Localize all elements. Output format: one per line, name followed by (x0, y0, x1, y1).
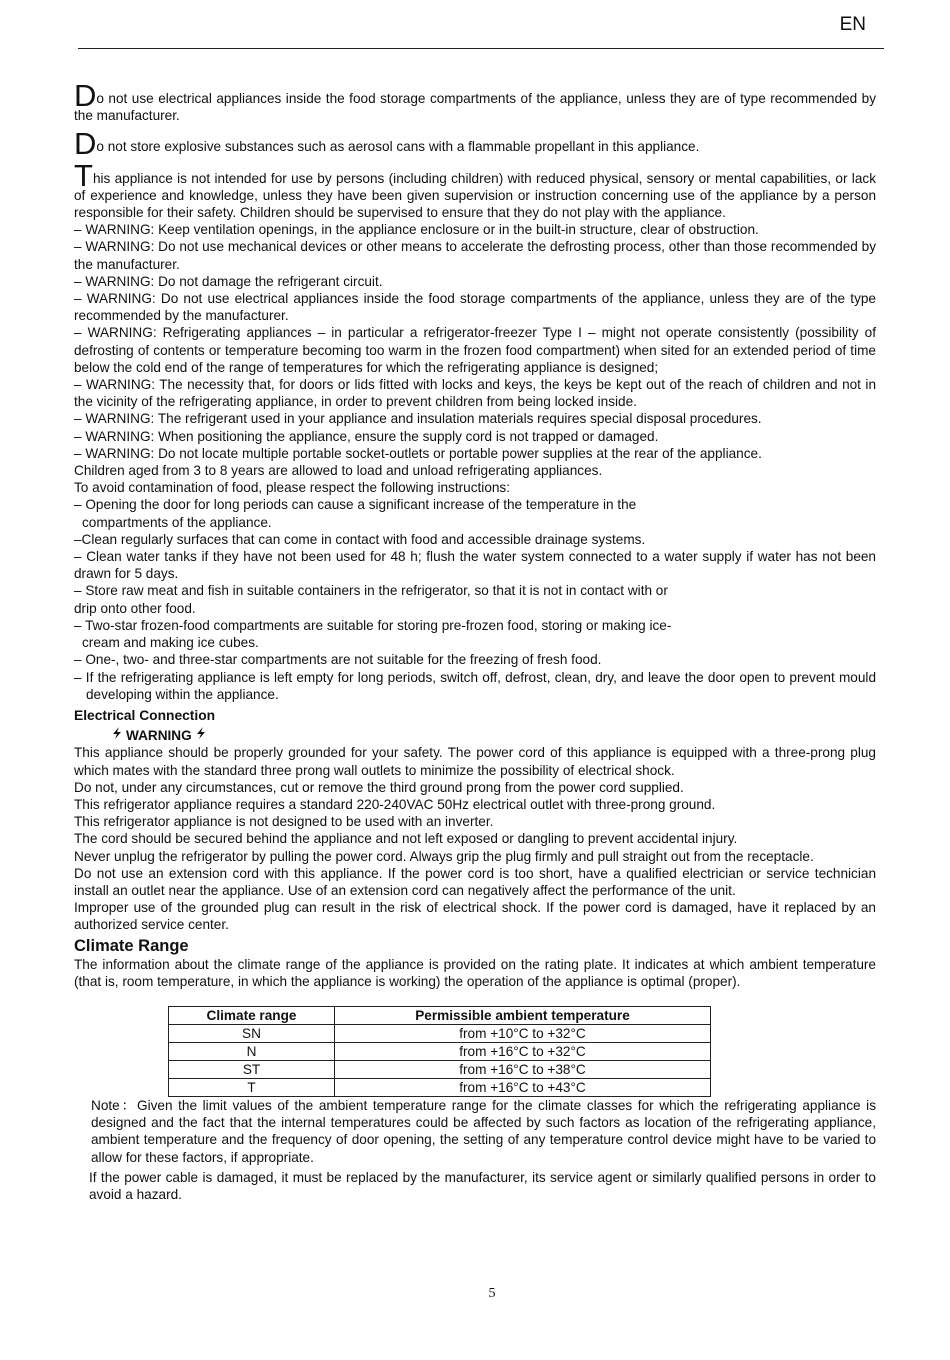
para-electrical-appliances (74, 78, 876, 124)
electrical-line: The cord should be secured behind the appliance and not left exposed or dangling to prevent accidental injury. (74, 831, 738, 847)
warning-item: – WARNING: Keep ventilation openings, in the appliance enclosure or in the built-in structure, clear of obstruction. (74, 222, 759, 238)
language-label: EN (839, 14, 866, 35)
warning-item: – WARNING: The necessity that, for doors or lids fitted with locks and keys, the keys be kept out of the reach of children and not in the vicinity of the refrigerating appliance, in order to prevent children from being locked inside. (74, 377, 876, 410)
lightning-icon (194, 726, 208, 744)
warning-heading (110, 726, 876, 744)
header-rule (78, 48, 884, 49)
power-cable-note: If the power cable is damaged, it must be replaced by the manufacturer, its service agent or similarly qualified persons in order to avoid a hazard. (89, 1169, 876, 1202)
drop-cap: D (74, 126, 97, 162)
food-item-stars: – One-, two- and three-star compartments are not suitable for the freezing of fresh food. (74, 652, 602, 668)
warning-item: – WARNING: Do not locate multiple portable socket-outlets or portable power supplies at the rear of the appliance. (74, 445, 762, 461)
climate-note: Note：Given the limit values of the ambient temperature range for the climate classes for which the refrigerating appliance is designed and the fact that the internal temperatures could be affected by such factors as location of the refrigerating appliance, ambient temperature and the frequency of door opening, the setting of any temperature control device might have to be varied to allow for these factors, if appropriate. (91, 1097, 876, 1165)
temperature-cell: from +16°C to +38°C (335, 1060, 711, 1078)
food-item-door-cont: compartments of the appliance. (82, 514, 272, 530)
climate-heading: Climate Range (74, 936, 189, 955)
climate-class-cell: N (169, 1042, 335, 1060)
temperature-cell: from +16°C to +32°C (335, 1042, 711, 1060)
table-row (169, 1060, 711, 1078)
electrical-line: Do not use an extension cord with this appliance. If the power cord is too short, have a qualified electrician or service technician install an outlet near the appliance. Use of an extension cord can negatively affect the performance of the unit. (74, 865, 876, 898)
table-row (169, 1024, 711, 1042)
page-number: 5 (488, 1286, 496, 1301)
climate-class-cell: ST (169, 1060, 335, 1078)
electrical-line: Do not, under any circumstances, cut or remove the third ground prong from the power cord supplied. (74, 779, 684, 795)
warning-item: – WARNING: When positioning the appliance, ensure the supply cord is not trapped or damaged. (74, 428, 659, 444)
climate-table (168, 1006, 711, 1097)
warning-item: – WARNING: Do not use electrical appliances inside the food storage compartments of the appliance, unless they are of the type recommended by the manufacturer. (74, 291, 876, 324)
column-header: Permissible ambient temperature (335, 1006, 711, 1024)
electrical-heading: Electrical Connection (74, 707, 216, 723)
para-persons (74, 157, 876, 222)
warning-item: – WARNING: Refrigerating appliances – in particular a refrigerator-freezer Type I – might not operate consistently (possibility of defrosting of contents or temperature becoming too warm in the frozen food compartment) when sited for an extended period of time below the cold end of the range of temperatures for which the refrigerating appliance is designed; (74, 325, 876, 375)
food-item-empty: – If the refrigerating appliance is left empty for long periods, switch off, defrost, clean, dry, and leave the door open to prevent mould developing within the appliance. (74, 669, 876, 702)
page-body (74, 78, 876, 1203)
food-item-door: – Opening the door for long periods can cause a significant increase of the temperature in the (74, 497, 637, 513)
drop-cap: T (74, 157, 93, 193)
warning-label: WARNING (126, 727, 192, 743)
warning-item: – WARNING: Do not damage the refrigerant circuit. (74, 273, 383, 289)
electrical-line: Improper use of the grounded plug can result in the risk of electrical shock. If the power cord is damaged, have it replaced by an authorized service center. (74, 900, 876, 933)
electrical-line: This refrigerator appliance requires a standard 220-240VAC 50Hz electrical outlet with three-prong ground. (74, 796, 716, 812)
drop-cap: D (74, 78, 97, 113)
lightning-icon (110, 726, 124, 744)
electrical-line: This appliance should be properly grounded for your safety. The power cord of this appliance is equipped with a three-prong plug which mates with the standard three prong wall outlets to minimize the possibility of electrical shock. (74, 745, 876, 778)
food-intro: To avoid contamination of food, please respect the following instructions: (74, 480, 511, 496)
food-item-meat: – Store raw meat and fish in suitable containers in the refrigerator, so that it is not in contact with or (74, 583, 668, 599)
warning-item: – WARNING: Do not use mechanical devices or other means to accelerate the defrosting process, other than those recommended by the manufacturer. (74, 239, 876, 272)
food-item-twostar: – Two-star frozen-food compartments are suitable for storing pre-frozen food, storing or making ice- (74, 617, 672, 633)
food-item-clean: –Clean regularly surfaces that can come in contact with food and accessible drainage systems. (74, 531, 646, 547)
warning-item: – WARNING: The refrigerant used in your appliance and insulation materials requires special disposal procedures. (74, 411, 762, 427)
climate-class-cell: SN (169, 1024, 335, 1042)
food-item-twostar-cont: cream and making ice cubes. (82, 635, 259, 651)
temperature-cell: from +16°C to +43°C (335, 1078, 711, 1096)
climate-class-cell: T (169, 1078, 335, 1096)
para-text: o not use electrical appliances inside the food storage compartments of the appliance, unless they are of type recommended by the manufacturer. (74, 91, 876, 124)
temperature-cell: from +10°C to +32°C (335, 1024, 711, 1042)
table-row (169, 1078, 711, 1096)
para-text: o not store explosive substances such as aerosol cans with a flammable propellant in this appliance. (96, 139, 700, 155)
food-item-tanks: – Clean water tanks if they have not been used for 48 h; flush the water system connected to a water supply if water has not been drawn for 5 days. (74, 549, 876, 582)
table-header-row (169, 1006, 711, 1024)
para-explosive (74, 126, 876, 162)
children-line: Children aged from 3 to 8 years are allowed to load and unload refrigerating appliances. (74, 463, 603, 479)
para-text: his appliance is not intended for use by persons (including children) with reduced physical, sensory or mental capabilities, or lack of experience and knowledge, unless they have been given supervision or instruction concerning use of the appliance by a person responsible for their safety. Children should be supervised to ensure that they do not play with the appliance. (74, 170, 876, 221)
electrical-line: Never unplug the refrigerator by pulling the power cord. Always grip the plug firmly and pull straight out from the receptacle. (74, 848, 814, 864)
food-item-meat-cont: drip onto other food. (74, 600, 196, 616)
table-row (169, 1042, 711, 1060)
climate-intro: The information about the climate range of the appliance is provided on the rating plate. It indicates at which ambient temperature (that is, room temperature, in which the appliance is working) the operation of the appliance is optimal (proper). (74, 956, 876, 989)
electrical-line: This refrigerator appliance is not designed to be used with an inverter. (74, 814, 494, 830)
column-header: Climate range (169, 1006, 335, 1024)
